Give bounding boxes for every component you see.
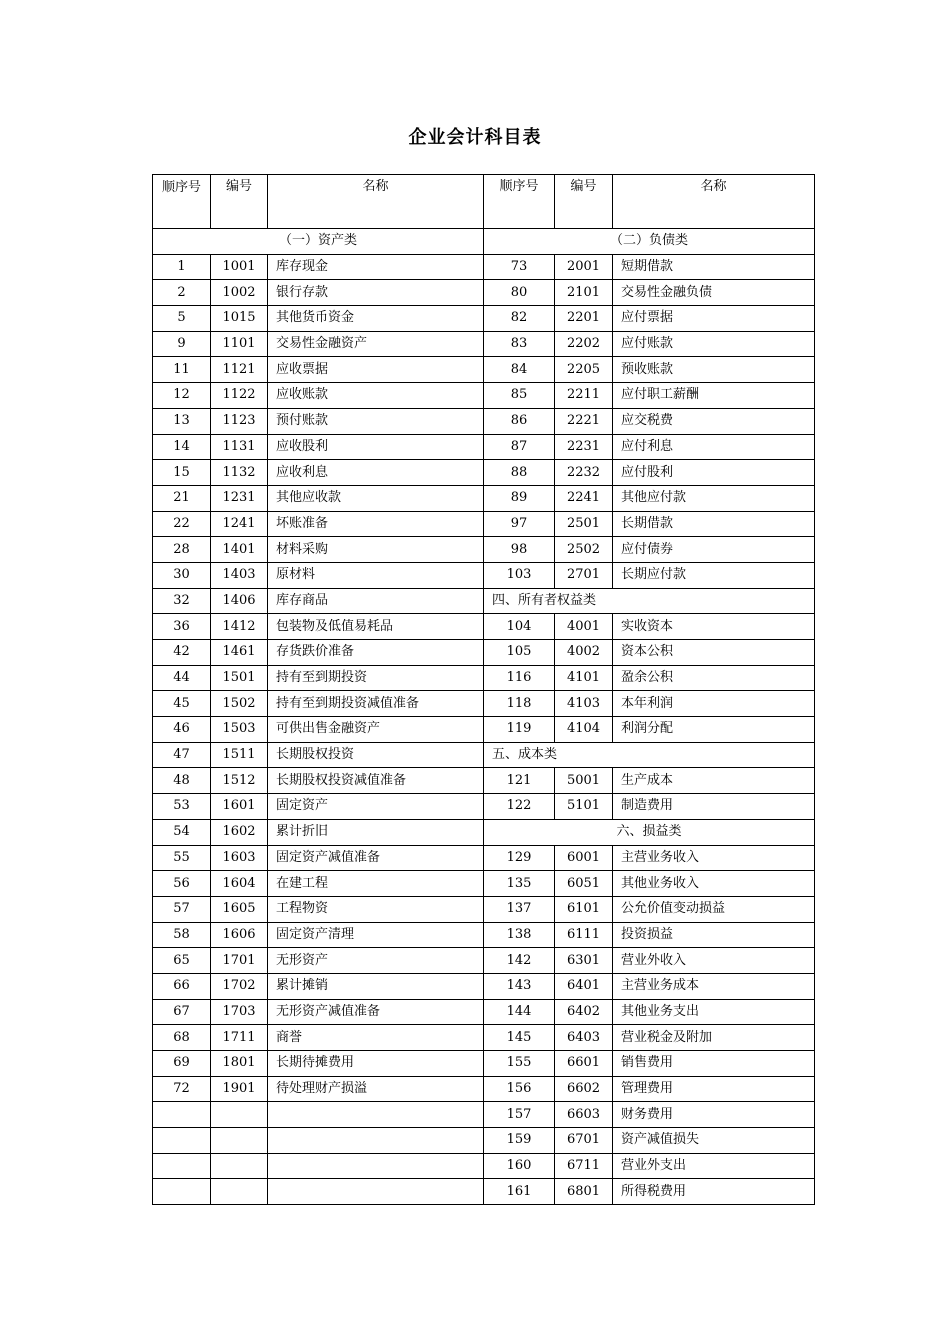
left-code-empty bbox=[211, 1102, 268, 1128]
header-seq-left: 顺序号 bbox=[153, 175, 211, 229]
table-row bbox=[153, 1076, 815, 1102]
left-code-empty bbox=[211, 1153, 268, 1179]
left-name: 固定资产减值准备 bbox=[268, 845, 484, 871]
right-code: 6603 bbox=[555, 1102, 613, 1128]
right-code: 6301 bbox=[555, 948, 613, 974]
table-row bbox=[153, 1179, 815, 1205]
left-code: 1603 bbox=[211, 845, 268, 871]
left-name: 无形资产 bbox=[268, 948, 484, 974]
right-code: 6801 bbox=[555, 1179, 613, 1205]
left-name: 应收票据 bbox=[268, 357, 484, 383]
table-row bbox=[153, 383, 815, 409]
left-name: 长期待摊费用 bbox=[268, 1051, 484, 1077]
right-name: 本年利润 bbox=[613, 691, 815, 717]
right-code: 6711 bbox=[555, 1153, 613, 1179]
left-name-empty bbox=[268, 1153, 484, 1179]
table-row bbox=[153, 1153, 815, 1179]
right-seq: 129 bbox=[484, 845, 555, 871]
left-code: 1101 bbox=[211, 331, 268, 357]
left-seq: 54 bbox=[153, 819, 211, 845]
header-seq-right: 顺序号 bbox=[484, 175, 555, 229]
table-row bbox=[153, 331, 815, 357]
left-name-empty bbox=[268, 1102, 484, 1128]
table-row bbox=[153, 768, 815, 794]
right-seq: 142 bbox=[484, 948, 555, 974]
left-name: 持有至到期投资减值准备 bbox=[268, 691, 484, 717]
right-code: 2221 bbox=[555, 408, 613, 434]
right-seq: 116 bbox=[484, 665, 555, 691]
left-name: 待处理财产损溢 bbox=[268, 1076, 484, 1102]
left-name: 应收利息 bbox=[268, 460, 484, 486]
table-row bbox=[153, 434, 815, 460]
table-row bbox=[153, 640, 815, 666]
right-seq: 104 bbox=[484, 614, 555, 640]
left-code: 1412 bbox=[211, 614, 268, 640]
right-code: 2501 bbox=[555, 511, 613, 537]
right-name: 主营业务收入 bbox=[613, 845, 815, 871]
table-row bbox=[153, 588, 815, 614]
left-code: 1001 bbox=[211, 254, 268, 280]
section-liabilities: （二）负债类 bbox=[484, 229, 815, 255]
right-name: 财务费用 bbox=[613, 1102, 815, 1128]
table-row bbox=[153, 460, 815, 486]
left-seq: 66 bbox=[153, 973, 211, 999]
left-seq: 36 bbox=[153, 614, 211, 640]
right-code: 5101 bbox=[555, 794, 613, 820]
right-name: 其他应付款 bbox=[613, 485, 815, 511]
header-name-left: 名称 bbox=[268, 175, 484, 229]
right-name: 长期应付款 bbox=[613, 562, 815, 588]
left-code: 1131 bbox=[211, 434, 268, 460]
right-name: 生产成本 bbox=[613, 768, 815, 794]
right-seq: 144 bbox=[484, 999, 555, 1025]
table-row bbox=[153, 948, 815, 974]
left-code-empty bbox=[211, 1179, 268, 1205]
left-code: 1601 bbox=[211, 794, 268, 820]
right-name: 盈余公积 bbox=[613, 665, 815, 691]
right-seq: 118 bbox=[484, 691, 555, 717]
left-code: 1606 bbox=[211, 922, 268, 948]
left-seq: 45 bbox=[153, 691, 211, 717]
right-seq: 84 bbox=[484, 357, 555, 383]
left-seq: 30 bbox=[153, 562, 211, 588]
right-code: 4103 bbox=[555, 691, 613, 717]
right-seq: 80 bbox=[484, 280, 555, 306]
left-code: 1703 bbox=[211, 999, 268, 1025]
table-row bbox=[153, 1051, 815, 1077]
left-name: 累计摊销 bbox=[268, 973, 484, 999]
table-row bbox=[153, 896, 815, 922]
right-seq: 159 bbox=[484, 1128, 555, 1154]
table-row bbox=[153, 1102, 815, 1128]
left-seq: 72 bbox=[153, 1076, 211, 1102]
right-seq: 86 bbox=[484, 408, 555, 434]
left-seq: 13 bbox=[153, 408, 211, 434]
right-code: 6401 bbox=[555, 973, 613, 999]
left-seq-empty bbox=[153, 1128, 211, 1154]
right-seq: 82 bbox=[484, 306, 555, 332]
right-code: 4002 bbox=[555, 640, 613, 666]
right-code: 2231 bbox=[555, 434, 613, 460]
right-code: 6101 bbox=[555, 896, 613, 922]
right-name: 其他业务收入 bbox=[613, 871, 815, 897]
right-name: 公允价值变动损益 bbox=[613, 896, 815, 922]
left-seq: 5 bbox=[153, 306, 211, 332]
right-seq: 73 bbox=[484, 254, 555, 280]
right-code: 4001 bbox=[555, 614, 613, 640]
left-seq: 9 bbox=[153, 331, 211, 357]
table-row bbox=[153, 691, 815, 717]
left-seq: 46 bbox=[153, 717, 211, 743]
header-code-left: 编号 bbox=[211, 175, 268, 229]
right-name: 预收账款 bbox=[613, 357, 815, 383]
right-seq: 103 bbox=[484, 562, 555, 588]
left-name: 坏账准备 bbox=[268, 511, 484, 537]
left-name: 存货跌价准备 bbox=[268, 640, 484, 666]
right-code: 6001 bbox=[555, 845, 613, 871]
right-seq: 83 bbox=[484, 331, 555, 357]
right-name: 管理费用 bbox=[613, 1076, 815, 1102]
left-name: 原材料 bbox=[268, 562, 484, 588]
right-name: 资产减值损失 bbox=[613, 1128, 815, 1154]
right-name: 应付利息 bbox=[613, 434, 815, 460]
right-seq: 85 bbox=[484, 383, 555, 409]
table-row bbox=[153, 280, 815, 306]
right-name: 主营业务成本 bbox=[613, 973, 815, 999]
left-code: 1702 bbox=[211, 973, 268, 999]
section-assets: （一）资产类 bbox=[153, 229, 484, 255]
right-code: 6701 bbox=[555, 1128, 613, 1154]
left-name: 可供出售金融资产 bbox=[268, 717, 484, 743]
right-name: 制造费用 bbox=[613, 794, 815, 820]
left-name: 长期股权投资减值准备 bbox=[268, 768, 484, 794]
left-name: 长期股权投资 bbox=[268, 742, 484, 768]
left-seq: 69 bbox=[153, 1051, 211, 1077]
left-seq: 32 bbox=[153, 588, 211, 614]
left-seq: 47 bbox=[153, 742, 211, 768]
left-seq: 56 bbox=[153, 871, 211, 897]
right-name: 利润分配 bbox=[613, 717, 815, 743]
table-row bbox=[153, 306, 815, 332]
left-seq: 42 bbox=[153, 640, 211, 666]
left-name: 预付账款 bbox=[268, 408, 484, 434]
left-seq-empty bbox=[153, 1102, 211, 1128]
table-row bbox=[153, 717, 815, 743]
table-row bbox=[153, 537, 815, 563]
left-name: 持有至到期投资 bbox=[268, 665, 484, 691]
left-seq: 58 bbox=[153, 922, 211, 948]
left-code: 1503 bbox=[211, 717, 268, 743]
table-row bbox=[153, 408, 815, 434]
left-seq-empty bbox=[153, 1179, 211, 1205]
right-code: 6051 bbox=[555, 871, 613, 897]
left-name: 应收账款 bbox=[268, 383, 484, 409]
right-seq: 87 bbox=[484, 434, 555, 460]
table-row bbox=[153, 742, 815, 768]
table-row bbox=[153, 845, 815, 871]
right-name: 应付票据 bbox=[613, 306, 815, 332]
left-name: 商誉 bbox=[268, 1025, 484, 1051]
table-row bbox=[153, 665, 815, 691]
left-seq: 15 bbox=[153, 460, 211, 486]
right-name: 营业税金及附加 bbox=[613, 1025, 815, 1051]
right-code: 5001 bbox=[555, 768, 613, 794]
section-equity: 四、所有者权益类 bbox=[484, 588, 815, 614]
page-title: 企业会计科目表 bbox=[408, 127, 542, 148]
left-name: 银行存款 bbox=[268, 280, 484, 306]
left-code: 1002 bbox=[211, 280, 268, 306]
right-name: 其他业务支出 bbox=[613, 999, 815, 1025]
left-code: 1231 bbox=[211, 485, 268, 511]
right-seq: 155 bbox=[484, 1051, 555, 1077]
header-name-right: 名称 bbox=[613, 175, 815, 229]
table-row bbox=[153, 511, 815, 537]
left-code: 1401 bbox=[211, 537, 268, 563]
right-code: 2701 bbox=[555, 562, 613, 588]
right-code: 2205 bbox=[555, 357, 613, 383]
right-name: 短期借款 bbox=[613, 254, 815, 280]
left-code: 1123 bbox=[211, 408, 268, 434]
right-code: 2202 bbox=[555, 331, 613, 357]
accounts-table bbox=[152, 174, 815, 1205]
right-code: 2101 bbox=[555, 280, 613, 306]
table-row bbox=[153, 254, 815, 280]
section-row bbox=[153, 229, 815, 255]
left-code-empty bbox=[211, 1128, 268, 1154]
left-code: 1121 bbox=[211, 357, 268, 383]
right-seq: 88 bbox=[484, 460, 555, 486]
table-row bbox=[153, 794, 815, 820]
table-row bbox=[153, 357, 815, 383]
left-name: 包装物及低值易耗品 bbox=[268, 614, 484, 640]
table-row bbox=[153, 562, 815, 588]
right-seq: 97 bbox=[484, 511, 555, 537]
left-seq: 1 bbox=[153, 254, 211, 280]
right-seq: 156 bbox=[484, 1076, 555, 1102]
left-seq: 28 bbox=[153, 537, 211, 563]
right-name: 长期借款 bbox=[613, 511, 815, 537]
header-row bbox=[153, 175, 815, 229]
right-name: 营业外支出 bbox=[613, 1153, 815, 1179]
right-seq: 161 bbox=[484, 1179, 555, 1205]
left-name: 固定资产 bbox=[268, 794, 484, 820]
left-name-empty bbox=[268, 1128, 484, 1154]
left-code: 1132 bbox=[211, 460, 268, 486]
left-code: 1512 bbox=[211, 768, 268, 794]
left-seq: 67 bbox=[153, 999, 211, 1025]
right-name: 营业外收入 bbox=[613, 948, 815, 974]
left-name-empty bbox=[268, 1179, 484, 1205]
left-code: 1511 bbox=[211, 742, 268, 768]
right-seq: 122 bbox=[484, 794, 555, 820]
left-code: 1901 bbox=[211, 1076, 268, 1102]
left-code: 1122 bbox=[211, 383, 268, 409]
left-code: 1403 bbox=[211, 562, 268, 588]
left-seq: 44 bbox=[153, 665, 211, 691]
table-row bbox=[153, 485, 815, 511]
section-profit-loss: 六、损益类 bbox=[484, 819, 815, 845]
left-seq: 14 bbox=[153, 434, 211, 460]
left-seq: 53 bbox=[153, 794, 211, 820]
left-name: 应收股利 bbox=[268, 434, 484, 460]
right-code: 6402 bbox=[555, 999, 613, 1025]
left-code: 1461 bbox=[211, 640, 268, 666]
left-seq: 2 bbox=[153, 280, 211, 306]
right-seq: 98 bbox=[484, 537, 555, 563]
right-code: 2211 bbox=[555, 383, 613, 409]
right-name: 投资损益 bbox=[613, 922, 815, 948]
table-row bbox=[153, 922, 815, 948]
table-row bbox=[153, 871, 815, 897]
left-code: 1604 bbox=[211, 871, 268, 897]
right-code: 2232 bbox=[555, 460, 613, 486]
right-code: 4101 bbox=[555, 665, 613, 691]
right-seq: 157 bbox=[484, 1102, 555, 1128]
table-row bbox=[153, 614, 815, 640]
right-name: 交易性金融负债 bbox=[613, 280, 815, 306]
right-name: 应交税费 bbox=[613, 408, 815, 434]
right-code: 2001 bbox=[555, 254, 613, 280]
right-seq: 105 bbox=[484, 640, 555, 666]
right-code: 2241 bbox=[555, 485, 613, 511]
right-name: 销售费用 bbox=[613, 1051, 815, 1077]
right-name: 应付账款 bbox=[613, 331, 815, 357]
left-code: 1502 bbox=[211, 691, 268, 717]
left-code: 1711 bbox=[211, 1025, 268, 1051]
right-name: 资本公积 bbox=[613, 640, 815, 666]
left-name: 其他应收款 bbox=[268, 485, 484, 511]
left-seq: 57 bbox=[153, 896, 211, 922]
left-name: 在建工程 bbox=[268, 871, 484, 897]
right-code: 2201 bbox=[555, 306, 613, 332]
table-row bbox=[153, 819, 815, 845]
right-seq: 89 bbox=[484, 485, 555, 511]
table-row bbox=[153, 1025, 815, 1051]
right-seq: 119 bbox=[484, 717, 555, 743]
right-name: 应付股利 bbox=[613, 460, 815, 486]
left-code: 1801 bbox=[211, 1051, 268, 1077]
left-code: 1602 bbox=[211, 819, 268, 845]
left-seq: 48 bbox=[153, 768, 211, 794]
left-name: 库存现金 bbox=[268, 254, 484, 280]
left-seq: 11 bbox=[153, 357, 211, 383]
left-code: 1501 bbox=[211, 665, 268, 691]
left-name: 其他货币资金 bbox=[268, 306, 484, 332]
right-name: 实收资本 bbox=[613, 614, 815, 640]
left-name: 库存商品 bbox=[268, 588, 484, 614]
right-code: 6403 bbox=[555, 1025, 613, 1051]
left-seq: 22 bbox=[153, 511, 211, 537]
right-code: 6111 bbox=[555, 922, 613, 948]
right-code: 4104 bbox=[555, 717, 613, 743]
right-seq: 121 bbox=[484, 768, 555, 794]
right-seq: 137 bbox=[484, 896, 555, 922]
section-cost: 五、成本类 bbox=[484, 742, 815, 768]
table-row bbox=[153, 973, 815, 999]
left-code: 1701 bbox=[211, 948, 268, 974]
right-seq: 143 bbox=[484, 973, 555, 999]
left-seq: 21 bbox=[153, 485, 211, 511]
right-code: 6602 bbox=[555, 1076, 613, 1102]
table-row bbox=[153, 999, 815, 1025]
left-code: 1015 bbox=[211, 306, 268, 332]
table-row bbox=[153, 1128, 815, 1154]
left-name: 材料采购 bbox=[268, 537, 484, 563]
left-name: 固定资产清理 bbox=[268, 922, 484, 948]
left-code: 1406 bbox=[211, 588, 268, 614]
right-seq: 145 bbox=[484, 1025, 555, 1051]
right-name: 应付职工薪酬 bbox=[613, 383, 815, 409]
left-seq: 68 bbox=[153, 1025, 211, 1051]
right-name: 应付债券 bbox=[613, 537, 815, 563]
left-name: 交易性金融资产 bbox=[268, 331, 484, 357]
header-code-right: 编号 bbox=[555, 175, 613, 229]
right-seq: 135 bbox=[484, 871, 555, 897]
left-seq-empty bbox=[153, 1153, 211, 1179]
right-seq: 160 bbox=[484, 1153, 555, 1179]
right-code: 2502 bbox=[555, 537, 613, 563]
left-code: 1241 bbox=[211, 511, 268, 537]
right-name: 所得税费用 bbox=[613, 1179, 815, 1205]
left-seq: 12 bbox=[153, 383, 211, 409]
left-seq: 55 bbox=[153, 845, 211, 871]
left-seq: 65 bbox=[153, 948, 211, 974]
left-name: 工程物资 bbox=[268, 896, 484, 922]
right-code: 6601 bbox=[555, 1051, 613, 1077]
left-name: 无形资产减值准备 bbox=[268, 999, 484, 1025]
left-code: 1605 bbox=[211, 896, 268, 922]
right-seq: 138 bbox=[484, 922, 555, 948]
left-name: 累计折旧 bbox=[268, 819, 484, 845]
